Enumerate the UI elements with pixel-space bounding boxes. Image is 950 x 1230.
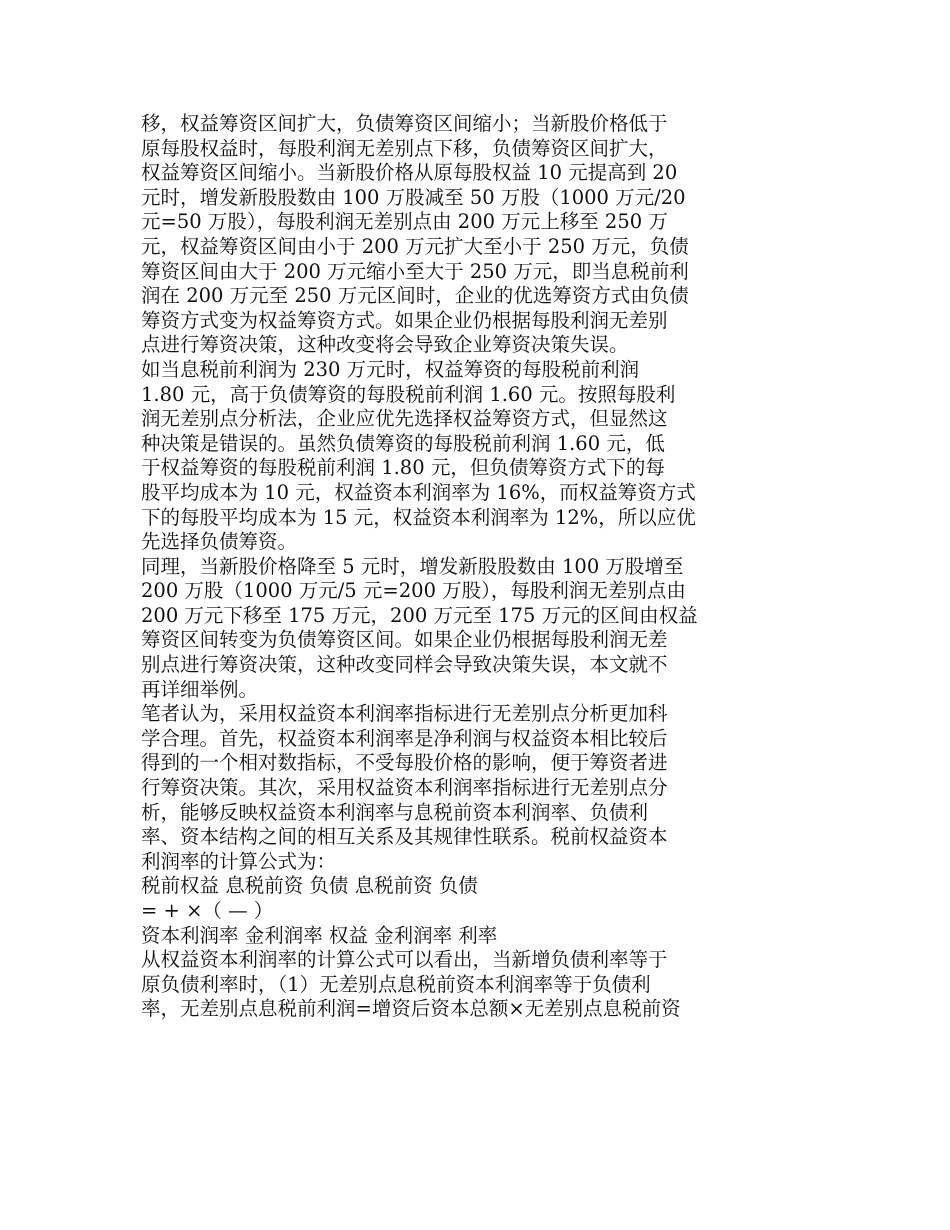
text-line: 别点进行筹资决策，这种改变同样会导致决策失误，本文就不 (141, 653, 668, 677)
text-line: 元时，增发新股股数由 100 万股减至 50 万股（1000 万元/20 (141, 185, 686, 209)
text-line: 筹资方式变为权益筹资方式。如果企业仍根据每股利润无差别 (141, 308, 668, 332)
text-line: 下的每股平均成本为 15 元，权益资本利润率为 12%，所以应优 (141, 505, 696, 529)
text-line: 原负债利率时，（1）无差别点息税前资本利润率等于负债利 (141, 972, 651, 996)
text-line: 从权益资本利润率的计算公式可以看出，当新增负债利率等于 (141, 948, 668, 972)
text-line: 点进行筹资决策，这种改变将会导致企业筹资决策失误。 (141, 333, 629, 357)
text-line: 200 万元下移至 175 万元，200 万元至 175 万元的区间由权益 (141, 603, 698, 627)
text-line: 股平均成本为 10 元，权益资本利润率为 16%，而权益筹资方式 (141, 480, 696, 504)
text-line: 筹资区间由大于 200 万元缩小至大于 250 万元，即当息税前利 (141, 259, 689, 283)
text-line: 得到的一个相对数指标，不受每股价格的影响，便于筹资者进 (141, 751, 668, 775)
text-line: 原每股权益时，每股利润无差别点下移，负债筹资区间扩大， (141, 136, 668, 160)
text-line: 行筹资决策。其次，采用权益资本利润率指标进行无差别点分 (141, 776, 668, 800)
text-line: 200 万股（1000 万元/5 元=200 万股），每股利润无差别点由 (141, 579, 686, 603)
text-line: 同理，当新股价格降至 5 元时，增发新股股数由 100 万股增至 (141, 554, 684, 578)
text-line: 元=50 万股），每股利润无差别点由 200 万元上移至 250 万 (141, 210, 668, 234)
text-line: 先选择负债筹资。 (141, 530, 298, 554)
formula-line: = + ×（ — ） (141, 899, 274, 922)
text-line: 润在 200 万元至 250 万元区间时，企业的优选筹资方式由负债 (141, 284, 689, 308)
text-line: 种决策是错误的。虽然负债筹资的每股税前利润 1.60 元，低 (141, 431, 665, 455)
text-line: 于权益筹资的每股税前利润 1.80 元，但负债筹资方式下的每 (141, 456, 665, 480)
text-line: 权益筹资区间缩小。当新股价格从原每股权益 10 元提高到 20 (141, 161, 678, 185)
text-line: 筹资区间转变为负债筹资区间。如果企业仍根据每股利润无差 (141, 628, 668, 652)
text-line: 笔者认为，采用权益资本利润率指标进行无差别点分析更加科 (141, 702, 668, 726)
text-line: 率，无差别点息税前利润=增资后资本总额×无差别点息税前资 (141, 997, 681, 1021)
text-line: 移，权益筹资区间扩大，负债筹资区间缩小；当新股价格低于 (141, 112, 668, 135)
document-body (141, 112, 751, 1022)
text-line: 再详细举例。 (141, 677, 259, 701)
text-line: 如当息税前利润为 230 万元时，权益筹资的每股税前利润 (141, 357, 640, 381)
text-line: 元，权益筹资区间由小于 200 万元扩大至小于 250 万元，负债 (141, 234, 689, 258)
text-line: 润无差别点分析法，企业应优先选择权益筹资方式，但显然这 (141, 407, 668, 431)
formula-line: 税前权益 息税前资 负债 息税前资 负债 (141, 874, 478, 898)
text-line: 利润率的计算公式为： (141, 849, 337, 873)
text-line: 1.80 元，高于负债筹资的每股税前利润 1.60 元。按照每股利 (141, 382, 676, 406)
text-line: 率、资本结构之间的相互关系及其规律性联系。税前权益资本 (141, 825, 668, 849)
text-line: 析，能够反映权益资本利润率与息税前资本利润率、负债利 (141, 800, 649, 824)
text-line: 学合理。首先，权益资本利润率是净利润与权益资本相比较后 (141, 726, 668, 750)
formula-line: 资本利润率 金利润率 权益 金利润率 利率 (141, 923, 498, 947)
